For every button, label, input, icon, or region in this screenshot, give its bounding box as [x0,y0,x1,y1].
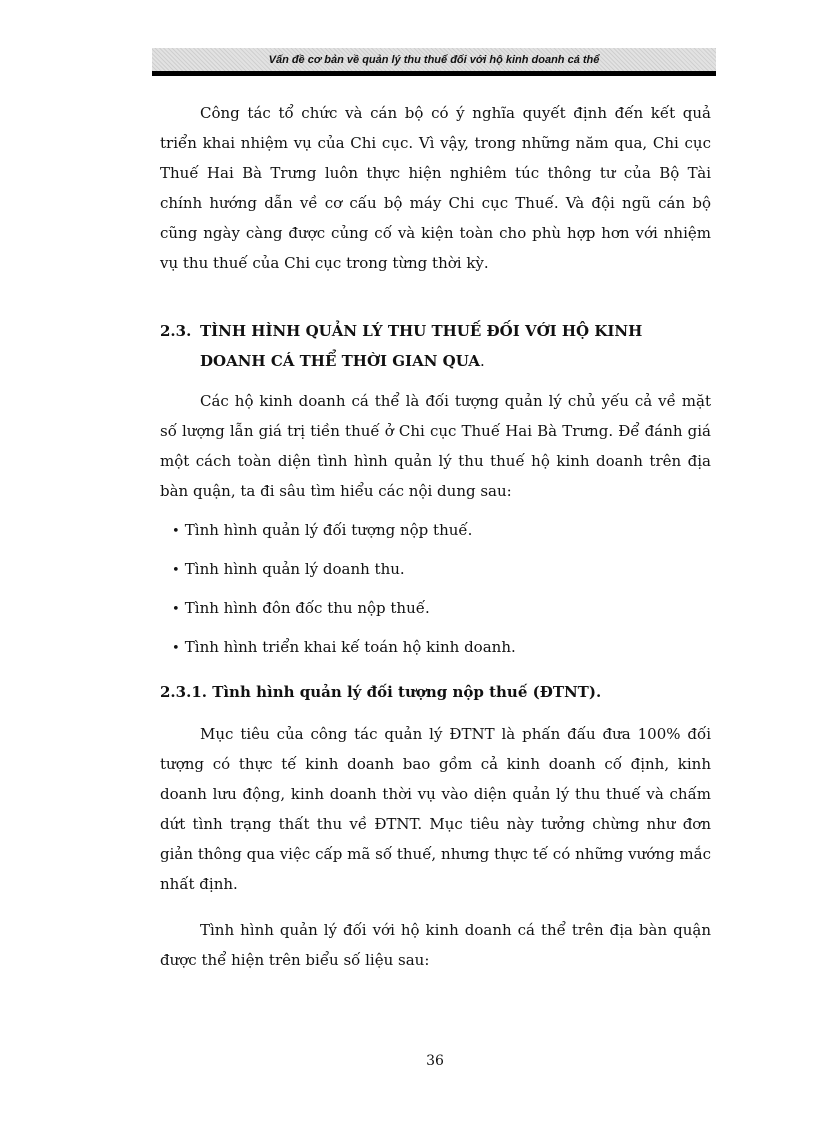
running-header-title: Vấn đề cơ bản về quản lý thu thuế đối với hộ kinh doanh cá thể [268,54,600,66]
section-number: 2.3. [160,322,192,340]
intro-paragraph: Công tác tổ chức và cán bộ có ý nghĩa quyết định đến kết quả triển khai nhiệm vụ của Chi cục. Vì vậy, trong những năm qua, Chi cục Thuế Hai Bà Trưng luôn thực hiện nghiêm túc thông tư của Bộ Tài chính hướng dẫn về cơ cấu bộ máy Chi cục Thuế. Và đội ngũ cán bộ cũng ngày càng được củng cố và kiện toàn cho phù hợp hơn với nhiệm vụ thu thuế của Chi cục trong từng thời kỳ. [160,104,711,272]
list-item-text: Tình hình triển khai kế toán hộ kinh doanh. [184,638,516,656]
page-body [160,98,711,975]
topic-list [160,516,711,663]
list-item [172,594,711,624]
list-item-text: Tình hình quản lý doanh thu. [184,560,405,578]
subsection-heading: 2.3.1. Tình hình quản lý đối tượng nộp thuế (ĐTNT). [160,683,602,701]
running-header [152,48,716,76]
bullet-icon: • [172,602,180,617]
list-item-text: Tình hình đôn đốc thu nộp thuế. [184,599,430,617]
section-heading [160,316,711,376]
bullet-icon: • [172,641,180,656]
goal-paragraph: Mục tiêu của công tác quản lý ĐTNT là phấn đấu đưa 100% đối tượng có thực tế kinh doanh bao gồm cả kinh doanh cố định, kinh doanh lưu động, kinh doanh thời vụ vào diện quản lý thu thuế và chấm dứt tình trạng thất thu về ĐTNT. Mục tiêu này tưởng chừng như đơn giản thông qua việc cấp mã số thuế, nhưng thực tế có những vướng mắc nhất định. [160,725,711,893]
bullet-icon: • [172,563,180,578]
list-item [172,555,711,585]
list-item [172,516,711,546]
list-item-text: Tình hình quản lý đối tượng nộp thuế. [184,521,473,539]
section-title: TÌNH HÌNH QUẢN LÝ THU THUẾ ĐỐI VỚI HỘ KINH DOANH CÁ THỂ THỜI GIAN QUA [200,322,643,370]
list-item [172,633,711,663]
situation-paragraph: Tình hình quản lý đối với hộ kinh doanh cá thể trên địa bàn quận được thể hiện trên biểu số liệu sau: [160,921,711,969]
section-intro-paragraph: Các hộ kinh doanh cá thể là đối tượng quản lý chủ yếu cả về mặt số lượng lẫn giá trị tiền thuế ở Chi cục Thuế Hai Bà Trưng. Để đánh giá một cách toàn diện tình hình quản lý thu thuế hộ kinh doanh trên địa bàn quận, ta đi sâu tìm hiểu các nội dung sau: [160,392,711,500]
page-number: 36 [426,1053,444,1069]
bullet-icon: • [172,524,180,539]
section-title-period: . [479,352,485,370]
